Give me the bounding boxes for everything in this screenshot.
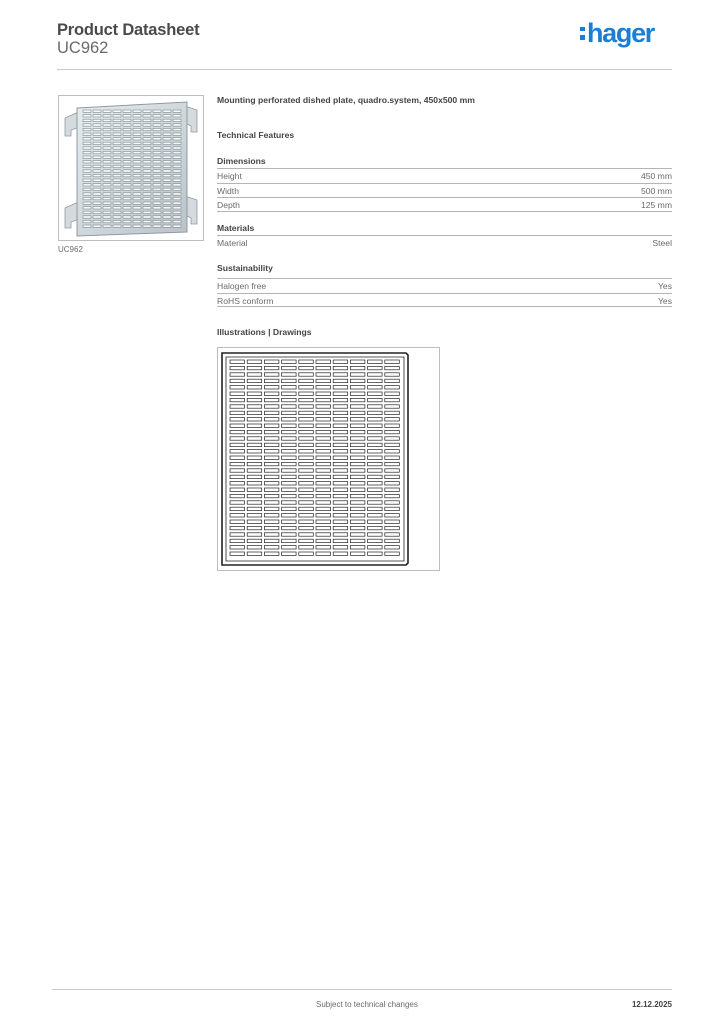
footer-note: Subject to technical changes: [316, 1000, 418, 1009]
document-title: Product Datasheet: [57, 21, 200, 39]
brand-logo: [580, 19, 654, 47]
page-footer: [52, 989, 672, 1009]
perforated-plate-drawing-icon: [218, 348, 439, 570]
spec-value: 450 mm: [640, 171, 672, 181]
spec-label: Width: [217, 185, 239, 196]
product-description: Mounting perforated dished plate, quadro.system, 450x500 mm: [217, 95, 475, 105]
technical-drawing: [217, 347, 440, 571]
spec-value: Yes: [657, 295, 672, 306]
materials-heading: Materials: [217, 223, 255, 233]
spec-row: [217, 278, 672, 293]
spec-label: Depth: [217, 200, 240, 210]
spec-row: [217, 183, 672, 198]
spec-row: [217, 197, 672, 212]
spec-value: Yes: [657, 281, 672, 291]
illustrations-heading: Illustrations | Drawings: [217, 327, 312, 337]
dimensions-heading: Dimensions: [217, 156, 266, 166]
spec-label: Halogen free: [217, 281, 267, 291]
spec-row: [217, 168, 672, 183]
product-image: [58, 95, 204, 241]
page-header: [57, 18, 672, 70]
mounting-plate-photo-icon: [59, 96, 203, 240]
image-caption: UC962: [58, 245, 83, 254]
spec-label: Height: [217, 171, 242, 181]
spec-label: Material: [217, 238, 248, 248]
logo-dots-icon: [580, 25, 585, 42]
spec-row: [217, 293, 672, 308]
spec-value: 125 mm: [640, 200, 672, 210]
spec-label: RoHS conform: [217, 295, 274, 306]
spec-value: 500 mm: [640, 185, 672, 196]
spec-row: [217, 235, 672, 250]
footer-date: 12.12.2025: [631, 1000, 672, 1009]
product-code: UC962: [57, 39, 109, 57]
technical-features-heading: Technical Features: [217, 130, 295, 140]
brand-name: hager: [586, 18, 654, 48]
spec-value: Steel: [652, 238, 672, 248]
sustainability-heading: Sustainability: [217, 263, 273, 273]
